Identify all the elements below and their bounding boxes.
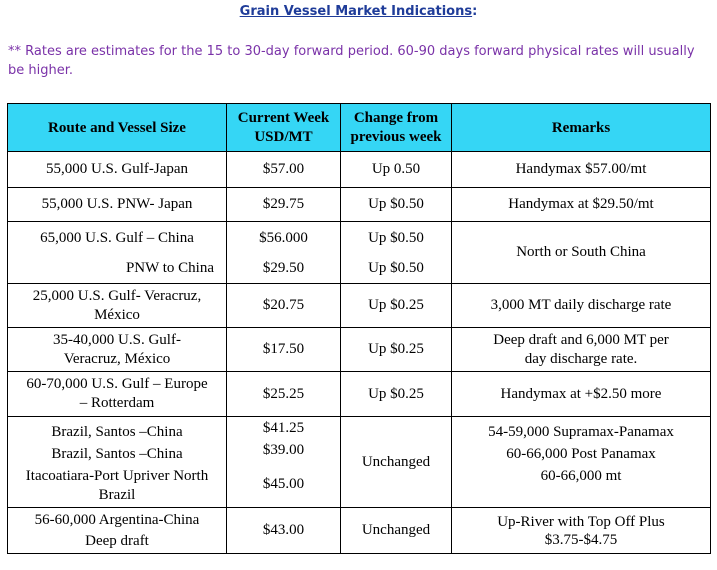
remarks-cell: Handymax at $29.50/mt <box>452 188 711 222</box>
route-cell: 55,000 U.S. Gulf-Japan <box>8 152 227 188</box>
table-row <box>8 328 711 372</box>
rates-note: ** Rates are estimates for the 15 to 30-day forward period. 60-90 days forward physical rates will usually be higher. <box>8 44 695 78</box>
table-row <box>8 284 711 328</box>
rate-cell: $29.75 <box>227 188 341 222</box>
remarks-cell: Deep draft and 6,000 MT per day discharge rate. <box>452 328 711 372</box>
rate-cell: $57.00 <box>227 152 341 188</box>
title-text: Grain Vessel Market Indications <box>239 4 473 19</box>
route-cell: 60-70,000 U.S. Gulf – Europe – Rotterdam <box>8 372 227 417</box>
change-cell: Up $0.25 <box>341 328 452 372</box>
header-remarks: Remarks <box>452 104 711 152</box>
page-title <box>0 4 717 19</box>
remarks-cell: Handymax $57.00/mt <box>452 152 711 188</box>
vessel-rates-table <box>7 103 711 554</box>
rate-cell: $20.75 <box>227 284 341 328</box>
change-cell: Up $0.50 <box>341 188 452 222</box>
table-row <box>8 417 711 508</box>
rate-cell: $25.25 <box>227 372 341 417</box>
header-row <box>8 104 711 152</box>
remarks-cell: 54-59,000 Supramax-Panamax 60-66,000 Post Panamax 60-66,000 mt <box>452 417 711 508</box>
route-cell: Brazil, Santos –China Brazil, Santos –China Itacoatiara-Port Upriver North Brazil <box>8 417 227 508</box>
change-cell: Up $0.25 <box>341 284 452 328</box>
table-row <box>8 222 711 284</box>
rate-cell: $17.50 <box>227 328 341 372</box>
remarks-cell: 3,000 MT daily discharge rate <box>452 284 711 328</box>
rate-cell: $43.00 <box>227 508 341 554</box>
route-cell: 56-60,000 Argentina-China Deep draft <box>8 508 227 554</box>
remarks-cell: Up-River with Top Off Plus $3.75-$4.75 <box>452 508 711 554</box>
rate-cell: $56.000 $29.50 <box>227 222 341 284</box>
route-cell: 25,000 U.S. Gulf- Veracruz, México <box>8 284 227 328</box>
header-change: Change from previous week <box>341 104 452 152</box>
change-cell: Unchanged <box>341 417 452 508</box>
route-cell: 65,000 U.S. Gulf – China PNW to China <box>8 222 227 284</box>
table-row <box>8 152 711 188</box>
header-route: Route and Vessel Size <box>8 104 227 152</box>
table-row <box>8 508 711 554</box>
change-cell: Up $0.50 Up $0.50 <box>341 222 452 284</box>
table-row <box>8 372 711 417</box>
change-cell: Up 0.50 <box>341 152 452 188</box>
route-cell: 55,000 U.S. PNW- Japan <box>8 188 227 222</box>
table-row <box>8 188 711 222</box>
change-cell: Up $0.25 <box>341 372 452 417</box>
title-colon: : <box>472 4 478 19</box>
header-current-week: Current Week USD/MT <box>227 104 341 152</box>
rate-cell: $41.25 $39.00 $45.00 <box>227 417 341 508</box>
route-cell: 35-40,000 U.S. Gulf- Veracruz, México <box>8 328 227 372</box>
change-cell: Unchanged <box>341 508 452 554</box>
remarks-cell: Handymax at +$2.50 more <box>452 372 711 417</box>
remarks-cell: North or South China <box>452 222 711 284</box>
